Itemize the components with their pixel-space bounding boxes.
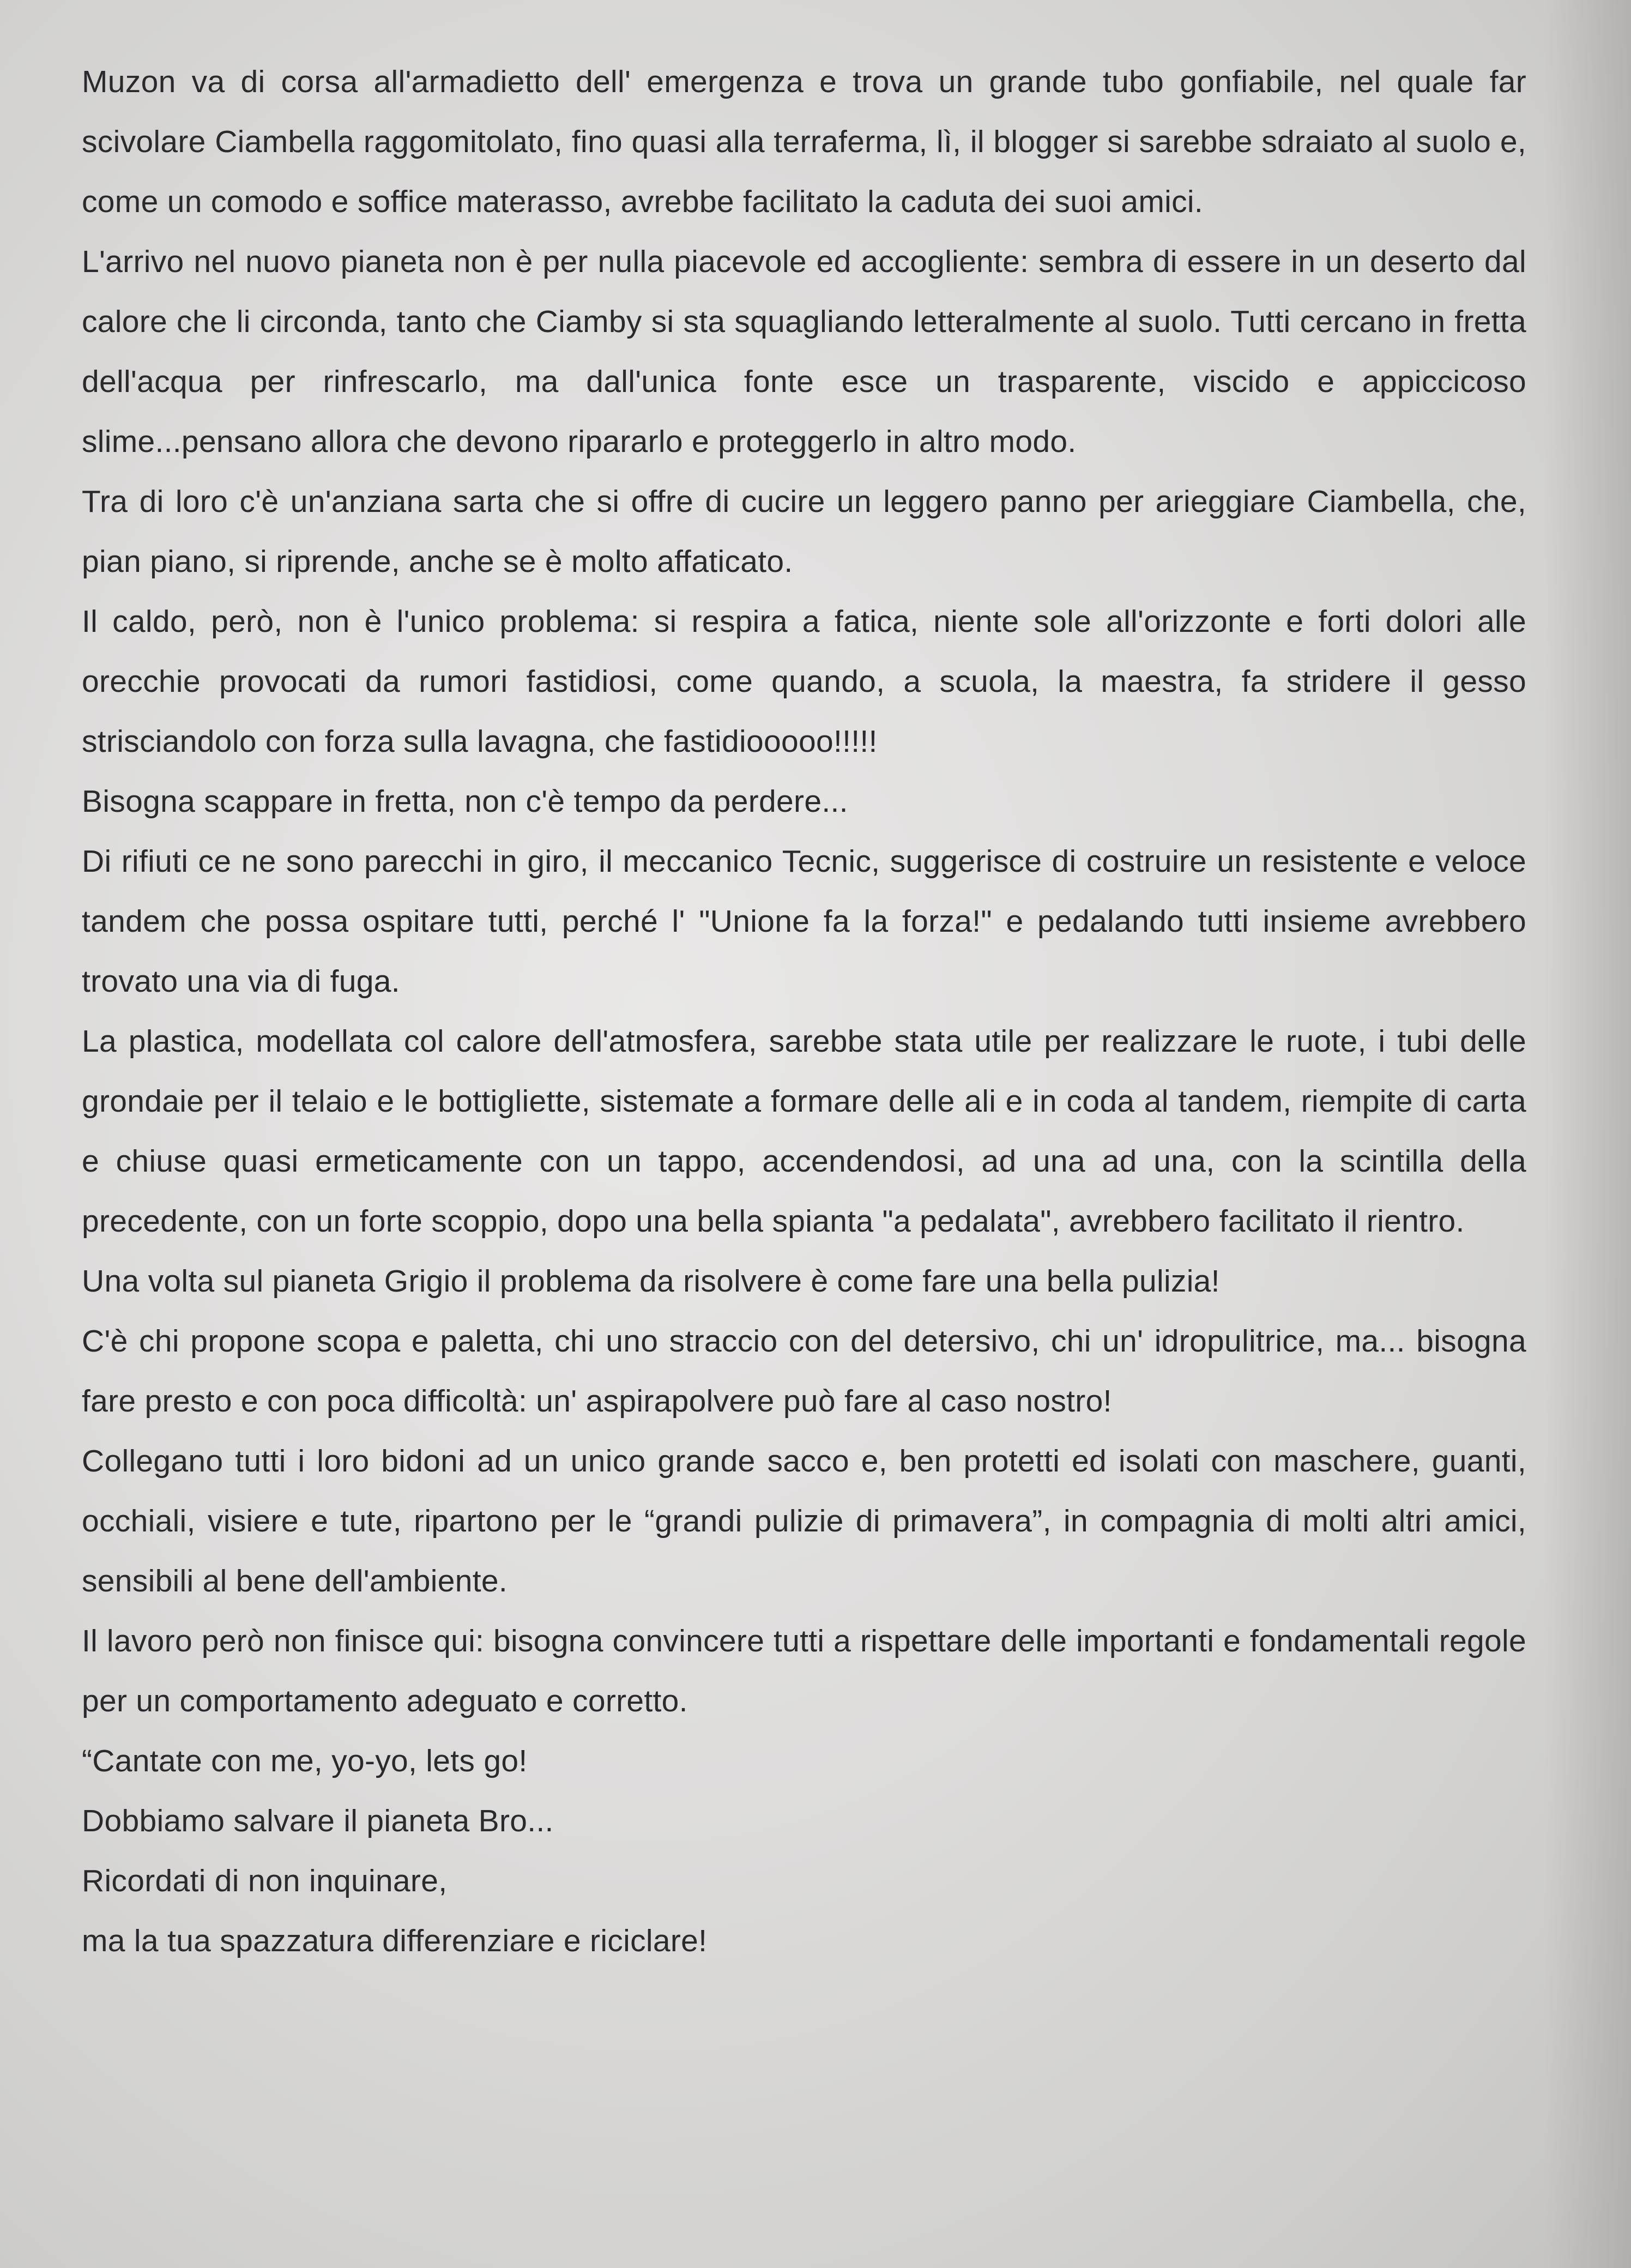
paragraph-plastica: La plastica, modellata col calore dell'atmosfera, sarebbe stata utile per realizzare le ruote, i tubi delle grondaie per il telaio e le bottigliette, sistemate a formare delle ali e in coda al tandem, riempite di carta e chiuse quasi ermeticamente con un tappo, accendendosi, ad una ad una, con la scintilla della precedente, con un forte scoppio, dopo una bella spianta "a pedalata", avrebbero facilitato il rientro. [82, 1024, 1526, 1239]
song-line-1: “Cantate con me, yo-yo, lets go! [82, 1744, 528, 1778]
paragraph-sarta: Tra di loro c'è un'anziana sarta che si offre di cucire un leggero panno per arieggiare Ciambella, che, pian piano, si riprende, anche se è molto affaticato. [82, 484, 1526, 579]
paragraph-pulizia: C'è chi propone scopa e paletta, chi uno straccio con del detersivo, chi un' idropulitrice, ma... bisogna fare presto e con poca difficoltà: un' aspirapolvere può fare al caso nostro! [82, 1324, 1526, 1419]
song-line-4: ma la tua spazzatura differenziare e riciclare! [82, 1923, 708, 1958]
paragraph-pianeta-grigio: Una volta sul pianeta Grigio il problema da risolvere è come fare una bella pulizia! [82, 1264, 1220, 1299]
paragraph-bidoni: Collegano tutti i loro bidoni ad un unico grande sacco e, ben protetti ed isolati con maschere, guanti, occhiali, visiere e tute, ripartono per le “grandi pulizie di primavera”, in compagnia di molti altri amici, sensibili al bene dell'ambiente. [82, 1444, 1526, 1599]
song-verse [82, 1731, 1526, 1971]
paragraph-arrivo-pianeta: L'arrivo nel nuovo pianeta non è per nulla piacevole ed accogliente: sembra di essere in un deserto dal calore che li circonda, tanto che Ciamby si sta squagliando letteralmente al suolo. Tutti cercano in fretta dell'acqua per rinfrescarlo, ma dall'unica fonte esce un trasparente, viscido e appiccicoso slime...pensano allora che devono ripararlo e proteggerlo in altro modo. [82, 244, 1526, 459]
paragraph-tubo-gonfiabile: Muzon va di corsa all'armadietto dell' emergenza e trova un grande tubo gonfiabile, nel quale far scivolare Ciambella raggomitolato, fino quasi alla terraferma, lì, il blogger si sarebbe sdraiato al suolo e, come un comodo e soffice materasso, avrebbe facilitato la caduta dei suoi amici. [82, 64, 1526, 219]
paragraph-scappare: Bisogna scappare in fretta, non c'è tempo da perdere... [82, 784, 848, 819]
paragraph-tandem: Di rifiuti ce ne sono parecchi in giro, il meccanico Tecnic, suggerisce di costruire un resistente e veloce tandem che possa ospitare tutti, perché l' "Unione fa la forza!" e pedalando tutti insieme avrebbero trovato una via di fuga. [82, 844, 1526, 999]
paragraph-caldo: Il caldo, però, non è l'unico problema: si respira a fatica, niente sole all'orizzonte e forti dolori alle orecchie provocati da rumori fastidiosi, come quando, a scuola, la maestra, fa stridere il gesso strisciandolo con forza sulla lavagna, che fastidiooooo!!!!! [82, 604, 1526, 759]
paragraph-regole: Il lavoro però non finisce qui: bisogna convincere tutti a rispettare delle importanti e fondamentali regole per un comportamento adeguato e corretto. [82, 1624, 1526, 1718]
song-line-3: Ricordati di non inquinare, [82, 1863, 448, 1898]
song-line-2: Dobbiamo salvare il pianeta Bro... [82, 1803, 554, 1838]
story-text [82, 52, 1526, 1971]
